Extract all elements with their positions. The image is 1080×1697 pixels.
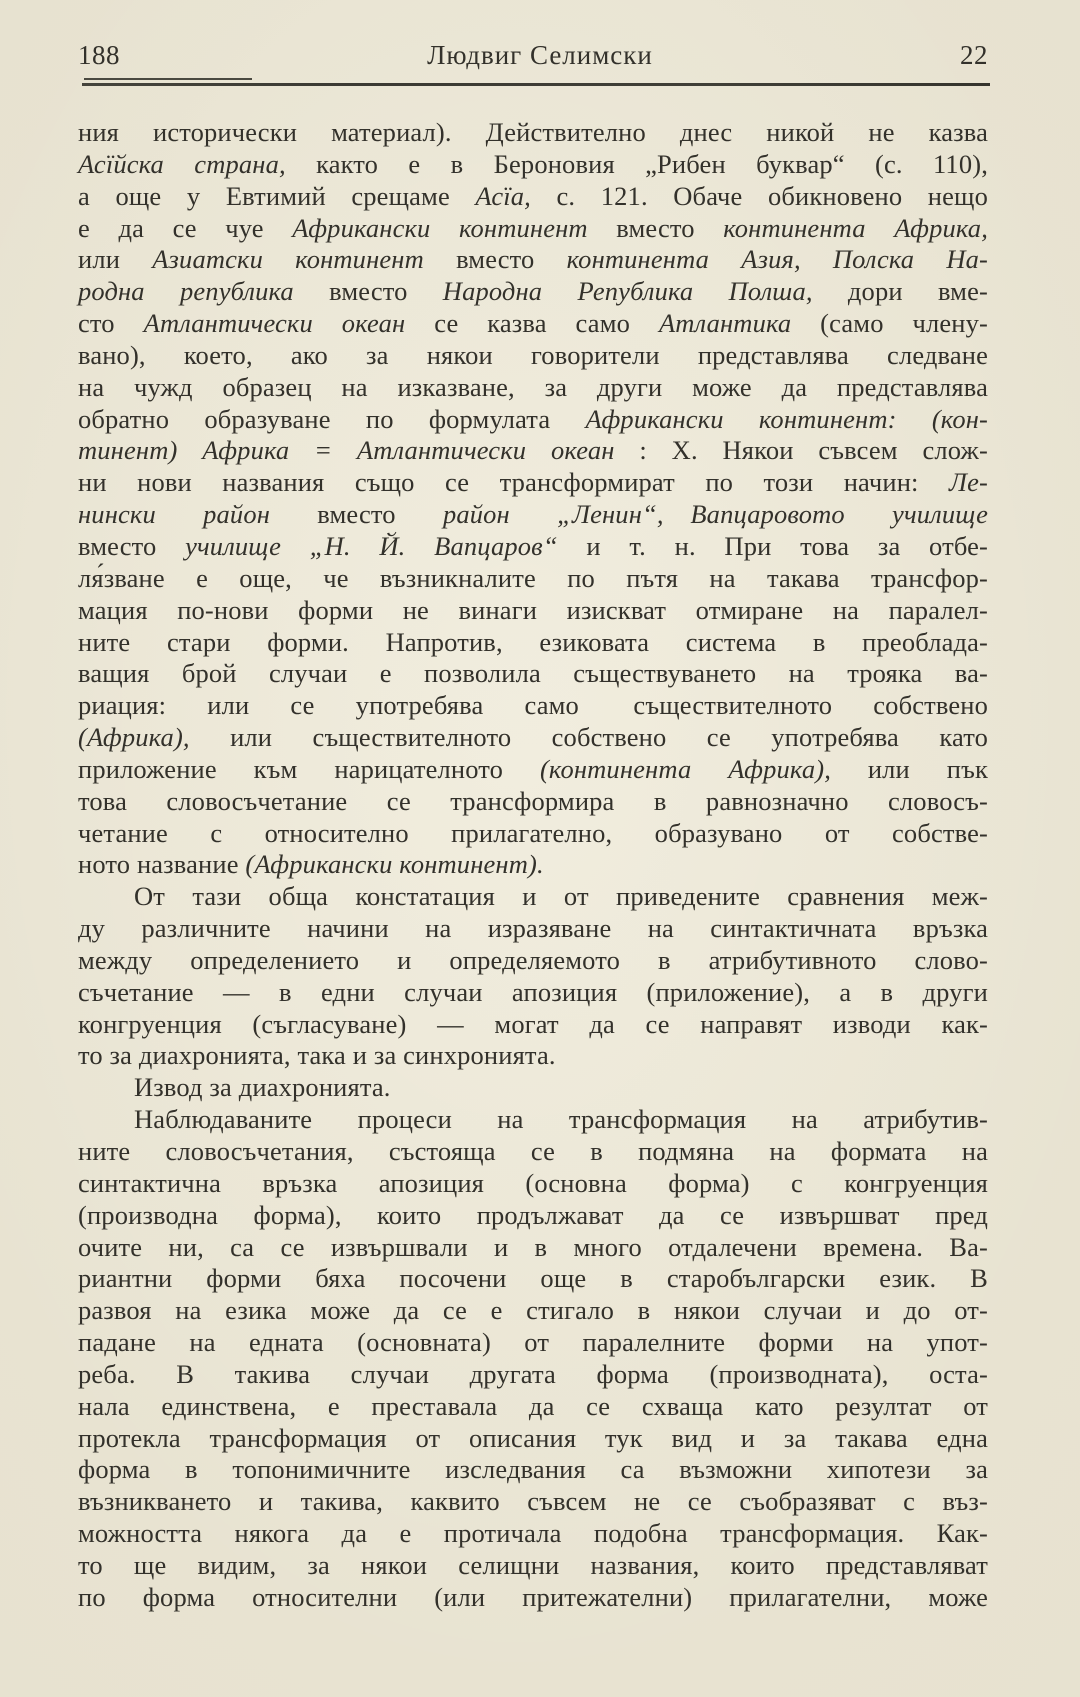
italic-text: Атлантика: [658, 308, 792, 339]
body-text: можността някога да е протичала подобна трансформация. Как-: [78, 1518, 988, 1549]
body-text: протекла трансформация от описания тук вид и за такава една: [78, 1422, 988, 1453]
body-text: с. 121. Обаче обикновено нещо: [530, 180, 988, 211]
italic-text: Африкански континент: [292, 212, 588, 243]
body-text: вано), което, ако за някои говорители представлява следване: [78, 339, 988, 370]
body-text: и т. н. При това за отбе-: [557, 530, 989, 561]
italic-text: Асїйска страна,: [78, 148, 286, 179]
italic-text: Асїа,: [475, 180, 531, 211]
text-line: [78, 1263, 988, 1295]
text-line: [78, 404, 988, 436]
text-line: [78, 690, 988, 722]
italic-text: тинент) Африка = Атлантически океан: [78, 435, 615, 466]
text-line: [78, 181, 988, 213]
body-text: ния исторически материал). Действително днес никой не казва: [78, 117, 988, 147]
body-text: на чужд образец на изказване, за други може да представлява: [78, 371, 988, 402]
body-text: синтактична връзка апозиция (основна форма) с конгруенция: [78, 1167, 988, 1198]
text-line: [78, 149, 988, 181]
italic-text: континента Азия, Полска На-: [566, 244, 988, 275]
text-line: [78, 754, 988, 786]
text-line: [78, 340, 988, 372]
text-line: [78, 1232, 988, 1264]
body-text: съчетание — в едни случаи апозиция (приложение), а в други: [78, 976, 988, 1007]
body-text: вместо: [423, 244, 567, 275]
text-line: [78, 1200, 988, 1232]
body-text: риантни форми бяха посочени още в старобългарски език. В: [78, 1263, 988, 1294]
body-text: е да се чуе: [78, 212, 293, 243]
body-text: приложение към нарицателното: [78, 753, 540, 784]
text-line: [78, 244, 988, 276]
body-text: или: [78, 244, 153, 275]
body-text: ното название: [78, 849, 246, 880]
body-text: или пък: [830, 753, 988, 784]
text-line: [78, 1136, 988, 1168]
body-text: сто: [78, 308, 144, 339]
body-text: вместо: [587, 212, 724, 243]
body-text: а още у Евтимий срещаме: [78, 180, 476, 211]
text-line: [78, 658, 988, 690]
italic-text: район „Ленин“,: [442, 499, 664, 530]
body-text: ните словосъчетания, състояща се в подмяна на формата на: [78, 1136, 988, 1166]
body-text: реба. В такива случаи другата форма (производната), оста-: [78, 1358, 988, 1389]
body-text: по форма относителни (или притежателни) прилагателни, може: [78, 1581, 988, 1612]
italic-text: нински район: [78, 499, 271, 530]
text-line: [78, 531, 988, 563]
text-line: [78, 1168, 988, 1200]
italic-text: Азиатски континент: [152, 244, 424, 275]
text-line: [78, 1486, 988, 1518]
body-text: падане на едната (основната) от паралелните форми на упот-: [78, 1327, 988, 1358]
italic-text: Народна Република Полша,: [442, 276, 813, 307]
body-text: Извод за диахронията.: [134, 1072, 391, 1103]
text-line: [78, 977, 988, 1009]
italic-text: училище „Н. Й. Вапцаров“: [185, 530, 558, 561]
body-text: очите ни, са се извършвали и в много отдалечени времена. Ва-: [78, 1231, 988, 1262]
text-line: [78, 1454, 988, 1486]
text-line: [78, 276, 988, 308]
body-text: конгруенция (съгласуване) — могат да се направят изводи как-: [78, 1008, 988, 1039]
text-line: [78, 467, 988, 499]
page-number-right: 22: [959, 40, 988, 70]
italic-text: (континента Африка),: [539, 753, 831, 784]
body-text: вместо: [293, 276, 443, 307]
text-line: [78, 372, 988, 404]
body-text: : X. Някои съвсем слож-: [614, 435, 988, 466]
body-text: то ще видим, за някои селищни названия, които представляват: [78, 1549, 988, 1580]
body-text: възникването и такива, каквито съвсем не се съобразяват с въз-: [78, 1486, 988, 1517]
text-line: [78, 435, 988, 467]
text-line: [78, 1072, 988, 1104]
body-text: риация: или се употребява само съществителното собствено: [78, 690, 988, 721]
italic-text: Вапцаровото училище: [690, 499, 988, 530]
text-line: [78, 1327, 988, 1359]
text-line: [78, 786, 988, 818]
text-line: [78, 849, 988, 881]
text-line: [78, 722, 988, 754]
body-text: това словосъчетание се трансформира в равнозначно словосъ-: [78, 785, 988, 816]
italic-text: родна република: [78, 276, 294, 307]
text-line: [78, 1391, 988, 1423]
body-text: то за диахронията, така и за синхронията.: [78, 1040, 556, 1071]
text-line: [78, 627, 988, 659]
text-line: [78, 117, 988, 149]
body-text: ду различните начини на изразяване на синтактичната връзка: [78, 913, 988, 944]
italic-text: (Африкански континент).: [245, 849, 544, 880]
body-text: ващия брой случаи е позволила съществуването на трояка ва-: [78, 658, 988, 689]
body-text: четание с относително прилагателно, образувано от собстве-: [78, 817, 988, 848]
text-line: [78, 1518, 988, 1550]
italic-text: Африкански континент: (кон-: [585, 403, 988, 434]
text-line: [78, 1359, 988, 1391]
text-line: [78, 1582, 988, 1614]
body-text: ните стари форми. Напротив, езиковата система в преоблада-: [78, 626, 988, 657]
body-text: ля́зване е още, че възникналите по пътя на такава трансфор-: [78, 562, 988, 593]
text-line: [78, 563, 988, 595]
text-line: [78, 913, 988, 945]
text-line: [78, 595, 988, 627]
text-line: [78, 213, 988, 245]
text-line: [78, 1423, 988, 1455]
page-header: [0, 0, 1080, 71]
body-text: Наблюдаваните процеси на трансформация на атрибутив-: [134, 1104, 988, 1135]
body-text: вместо: [78, 530, 186, 561]
body-text: дори вме-: [812, 276, 988, 307]
text-line: [78, 945, 988, 977]
text-line: [78, 1550, 988, 1582]
body-text: От тази обща констатация и от приведените сравнения меж-: [134, 881, 988, 912]
page-body: [78, 117, 988, 1614]
body-text: [664, 499, 691, 529]
body-text: (производна форма), които продължават да се извършват пред: [78, 1199, 988, 1230]
body-text: обратно образуване по формулата: [78, 403, 586, 434]
body-text: развоя на езика може да се е стигало в някои случаи и до от-: [78, 1295, 988, 1326]
italic-text: Атлантически океан: [143, 308, 406, 339]
body-text: мация по-нови форми не винаги изискват отмиране на паралел-: [78, 594, 988, 625]
italic-text: континента Африка,: [723, 212, 988, 243]
body-text: вместо: [270, 499, 443, 530]
italic-text: Ле-: [949, 467, 988, 498]
body-text: се казва само: [405, 308, 659, 339]
body-text: както е в Бероновия „Рибен буквар“ (с. 110),: [285, 148, 988, 179]
italic-text: (Африка),: [78, 722, 190, 753]
body-text: нала единствена, е преставала да се схваща като резултат от: [78, 1390, 988, 1421]
body-text: (само члену-: [791, 308, 988, 339]
text-line: [78, 308, 988, 340]
text-line: [78, 1040, 988, 1072]
body-text: между определението и определяемото в атрибутивното слово-: [78, 944, 988, 975]
page-number-left: 188: [78, 40, 120, 70]
text-line: [78, 1104, 988, 1136]
body-text: или съществителното собствено се употребява като: [189, 722, 988, 753]
text-line: [78, 881, 988, 913]
text-line: [78, 499, 988, 531]
running-title: Людвиг Селимски: [427, 40, 653, 70]
header-rule: [82, 83, 990, 86]
text-line: [78, 1295, 988, 1327]
body-text: форма в топонимичните изследвания са възможни хипотези за: [78, 1454, 988, 1485]
text-line: [78, 818, 988, 850]
body-text: ни нови названия също се трансформират по този начин:: [78, 467, 950, 498]
text-line: [78, 1009, 988, 1041]
